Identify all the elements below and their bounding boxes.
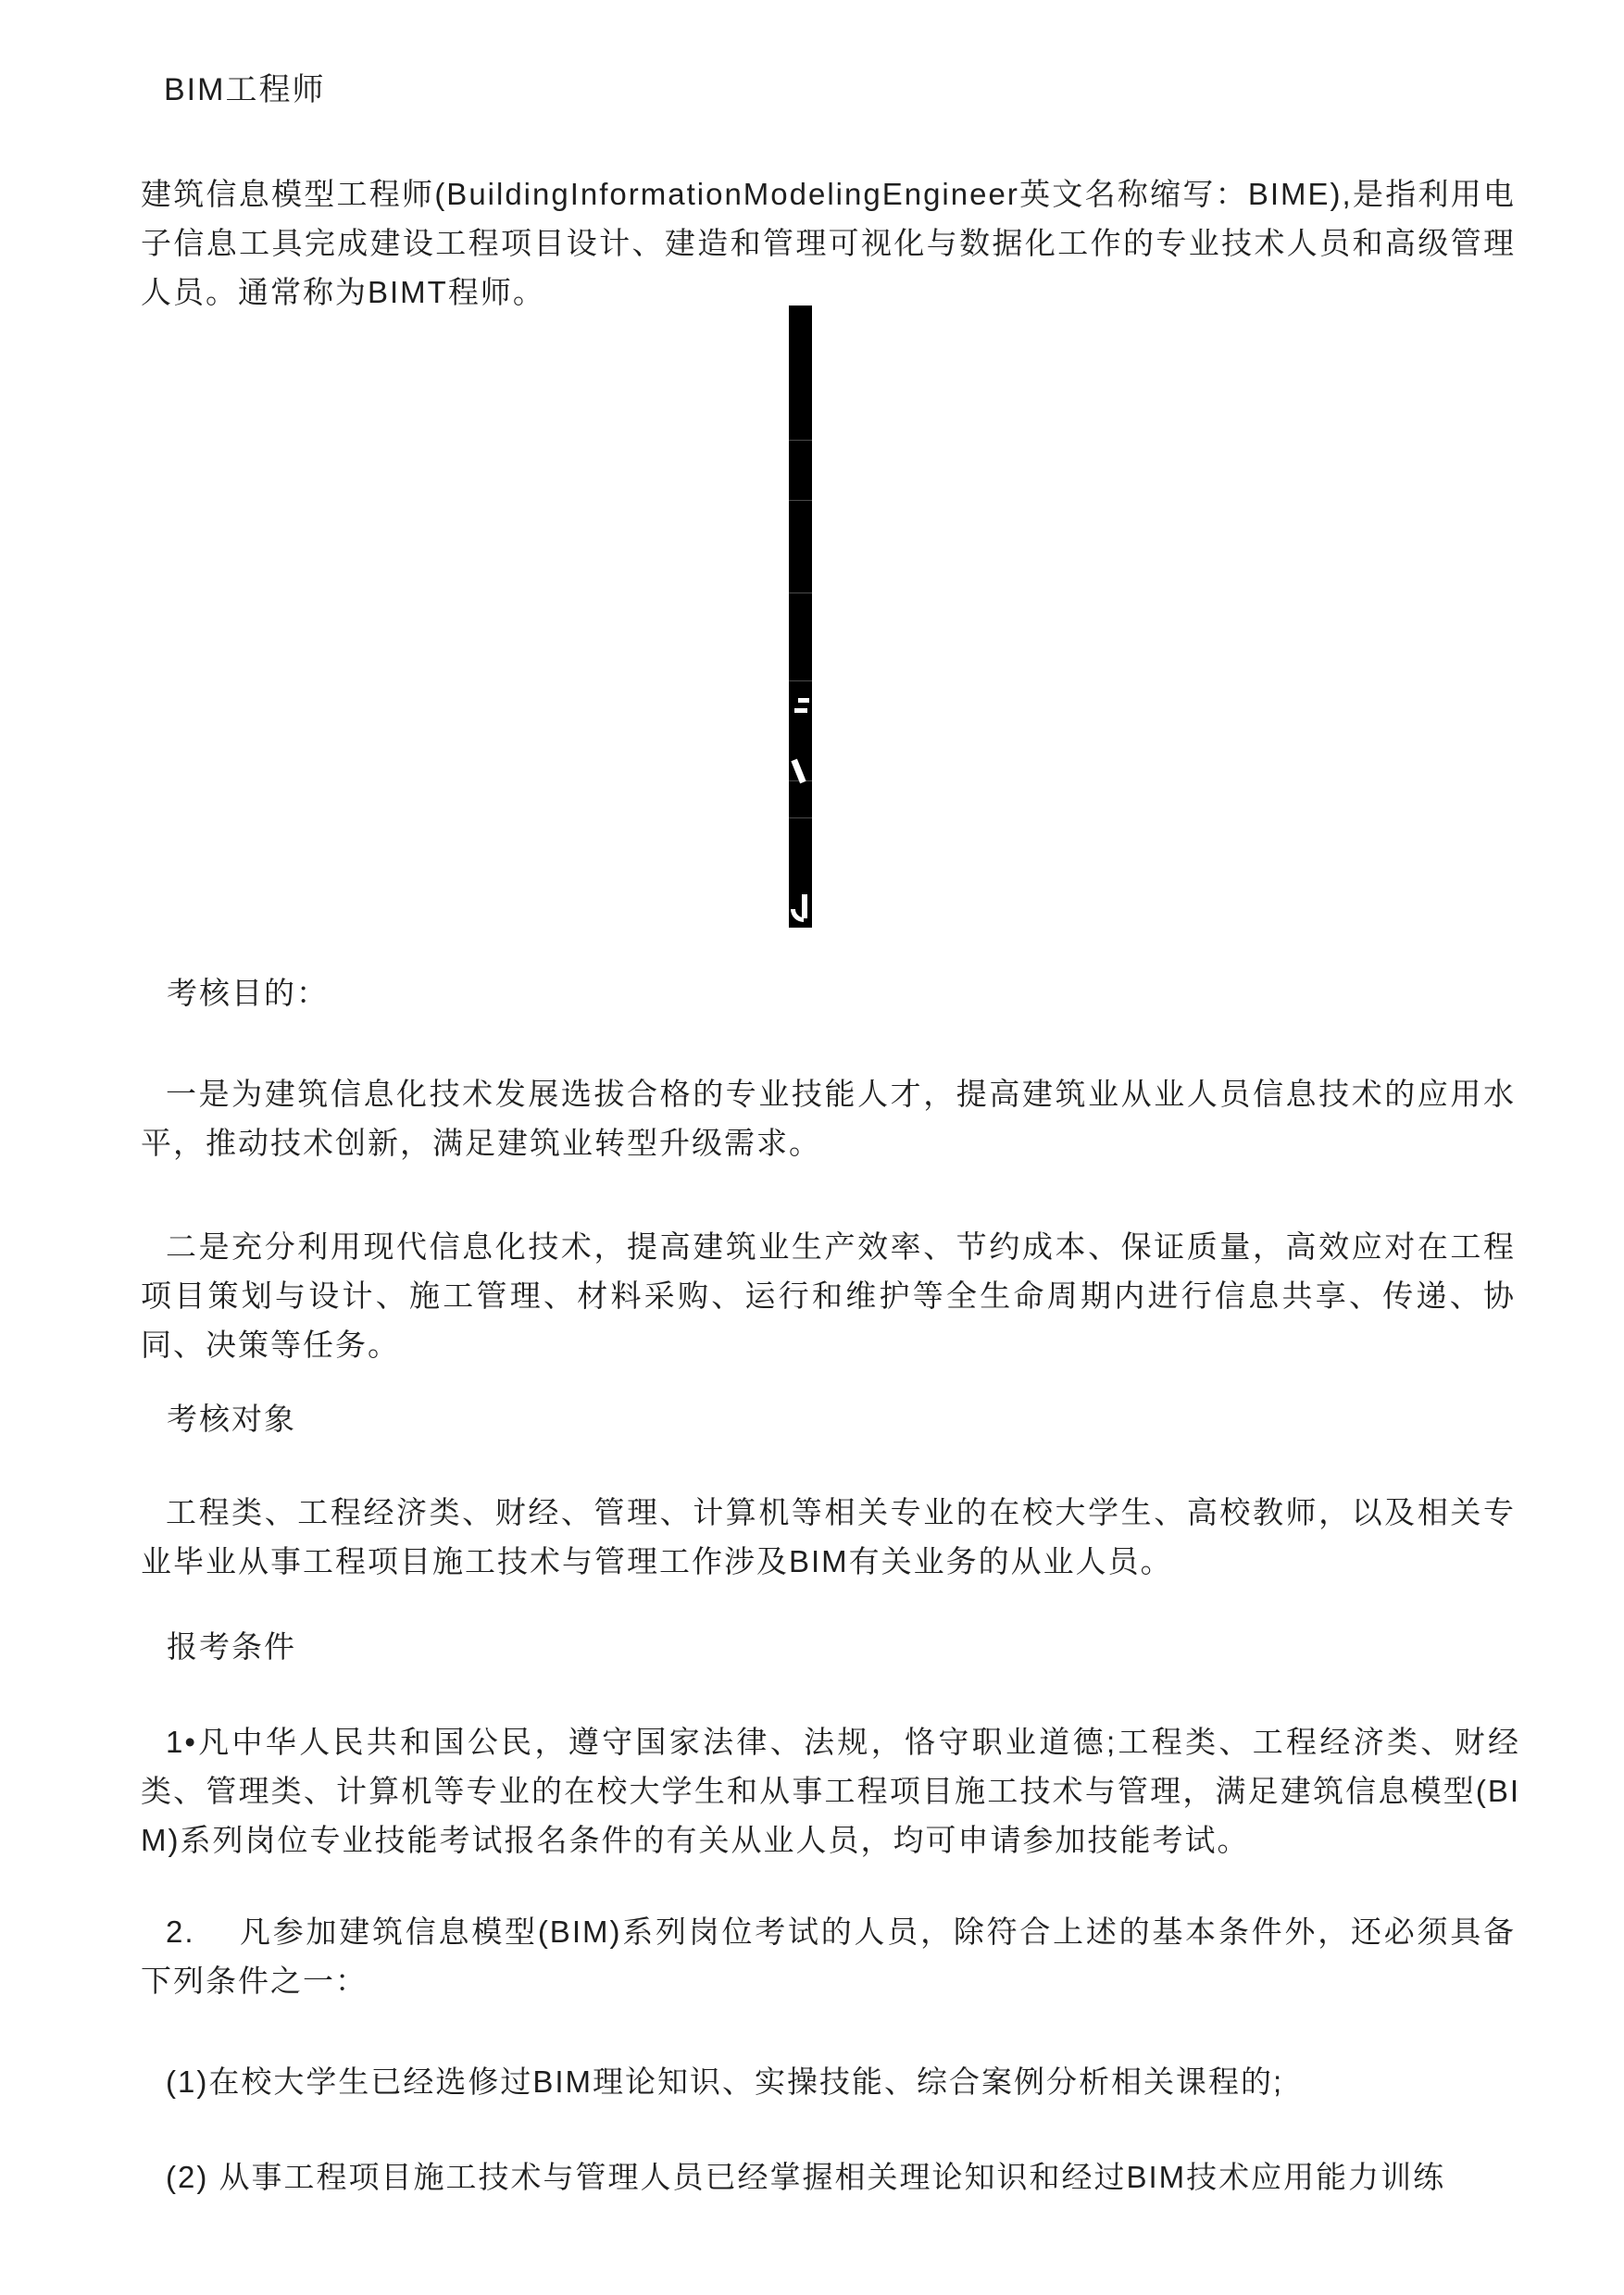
image-seam-line [789, 440, 812, 441]
condition-item-2-sub-2: (2) 从事工程项目施工技术与管理人员已经掌握相关理论知识和经过BIM技术应用能力训练 [166, 2160, 1446, 2194]
image-seam-line [789, 817, 812, 818]
image-artifact-fragment [794, 708, 807, 713]
image-seam-line [789, 592, 812, 593]
image-artifact-fragment [791, 909, 804, 922]
image-seam-line [789, 680, 812, 681]
image-artifact-fragment [798, 698, 809, 703]
condition-item-2-sub-1: (1)在校大学生已经选修过BIM理论知识、实操技能、综合案例分析相关课程的; [166, 2064, 1284, 2099]
condition-item-2: 2. 凡参加建筑信息模型(BIM)系列岗位考试的人员，除符合上述的基本条件外，还必须具备下列条件之一： [141, 1915, 1516, 1998]
purpose-paragraph-1: 一是为建筑信息化技术发展选拔合格的专业技能人才，提高建筑业从业人员信息技术的应用水平，推动技术创新，满足建筑业转型升级需求。 [141, 1077, 1516, 1160]
purpose-paragraph-2: 二是充分利用现代信息化技术，提高建筑业生产效率、节约成本、保证质量，高效应对在工程项目策划与设计、施工管理、材料采购、运行和维护等全生命周期内进行信息共享、传递、协同、决策等任务。 [141, 1229, 1516, 1362]
intro-paragraph: 建筑信息模型工程师(BuildingInformationModelingEngineer英文名称缩写：BIME),是指利用电子信息工具完成建设工程项目设计、建造和管理可视化与数据化工作的专业技术人员和高级管理人员。通常称为BIMT程师。 [141, 177, 1516, 309]
target-paragraph: 工程类、工程经济类、财经、管理、计算机等相关专业的在校大学生、高校教师，以及相关专业毕业从事工程项目施工技术与管理工作涉及BIM有关业务的从业人员。 [141, 1495, 1516, 1578]
heading-exam-purpose: 考核目的： [167, 976, 329, 1010]
collapsed-image-placeholder [789, 306, 812, 928]
image-seam-line [789, 500, 812, 501]
condition-item-1: 1•凡中华人民共和国公民，遵守国家法律、法规，恪守职业道德;工程类、工程经济类、财经类、管理类、计算机等专业的在校大学生和从事工程项目施工技术与管理，满足建筑信息模型(BIM)系列岗位专业技能考试报名条件的有关从业人员，均可申请参加技能考试。 [141, 1725, 1520, 1857]
heading-application-conditions: 报考条件 [167, 1629, 296, 1664]
heading-exam-target: 考核对象 [167, 1402, 296, 1436]
page-title: BIM工程师 [164, 72, 326, 107]
